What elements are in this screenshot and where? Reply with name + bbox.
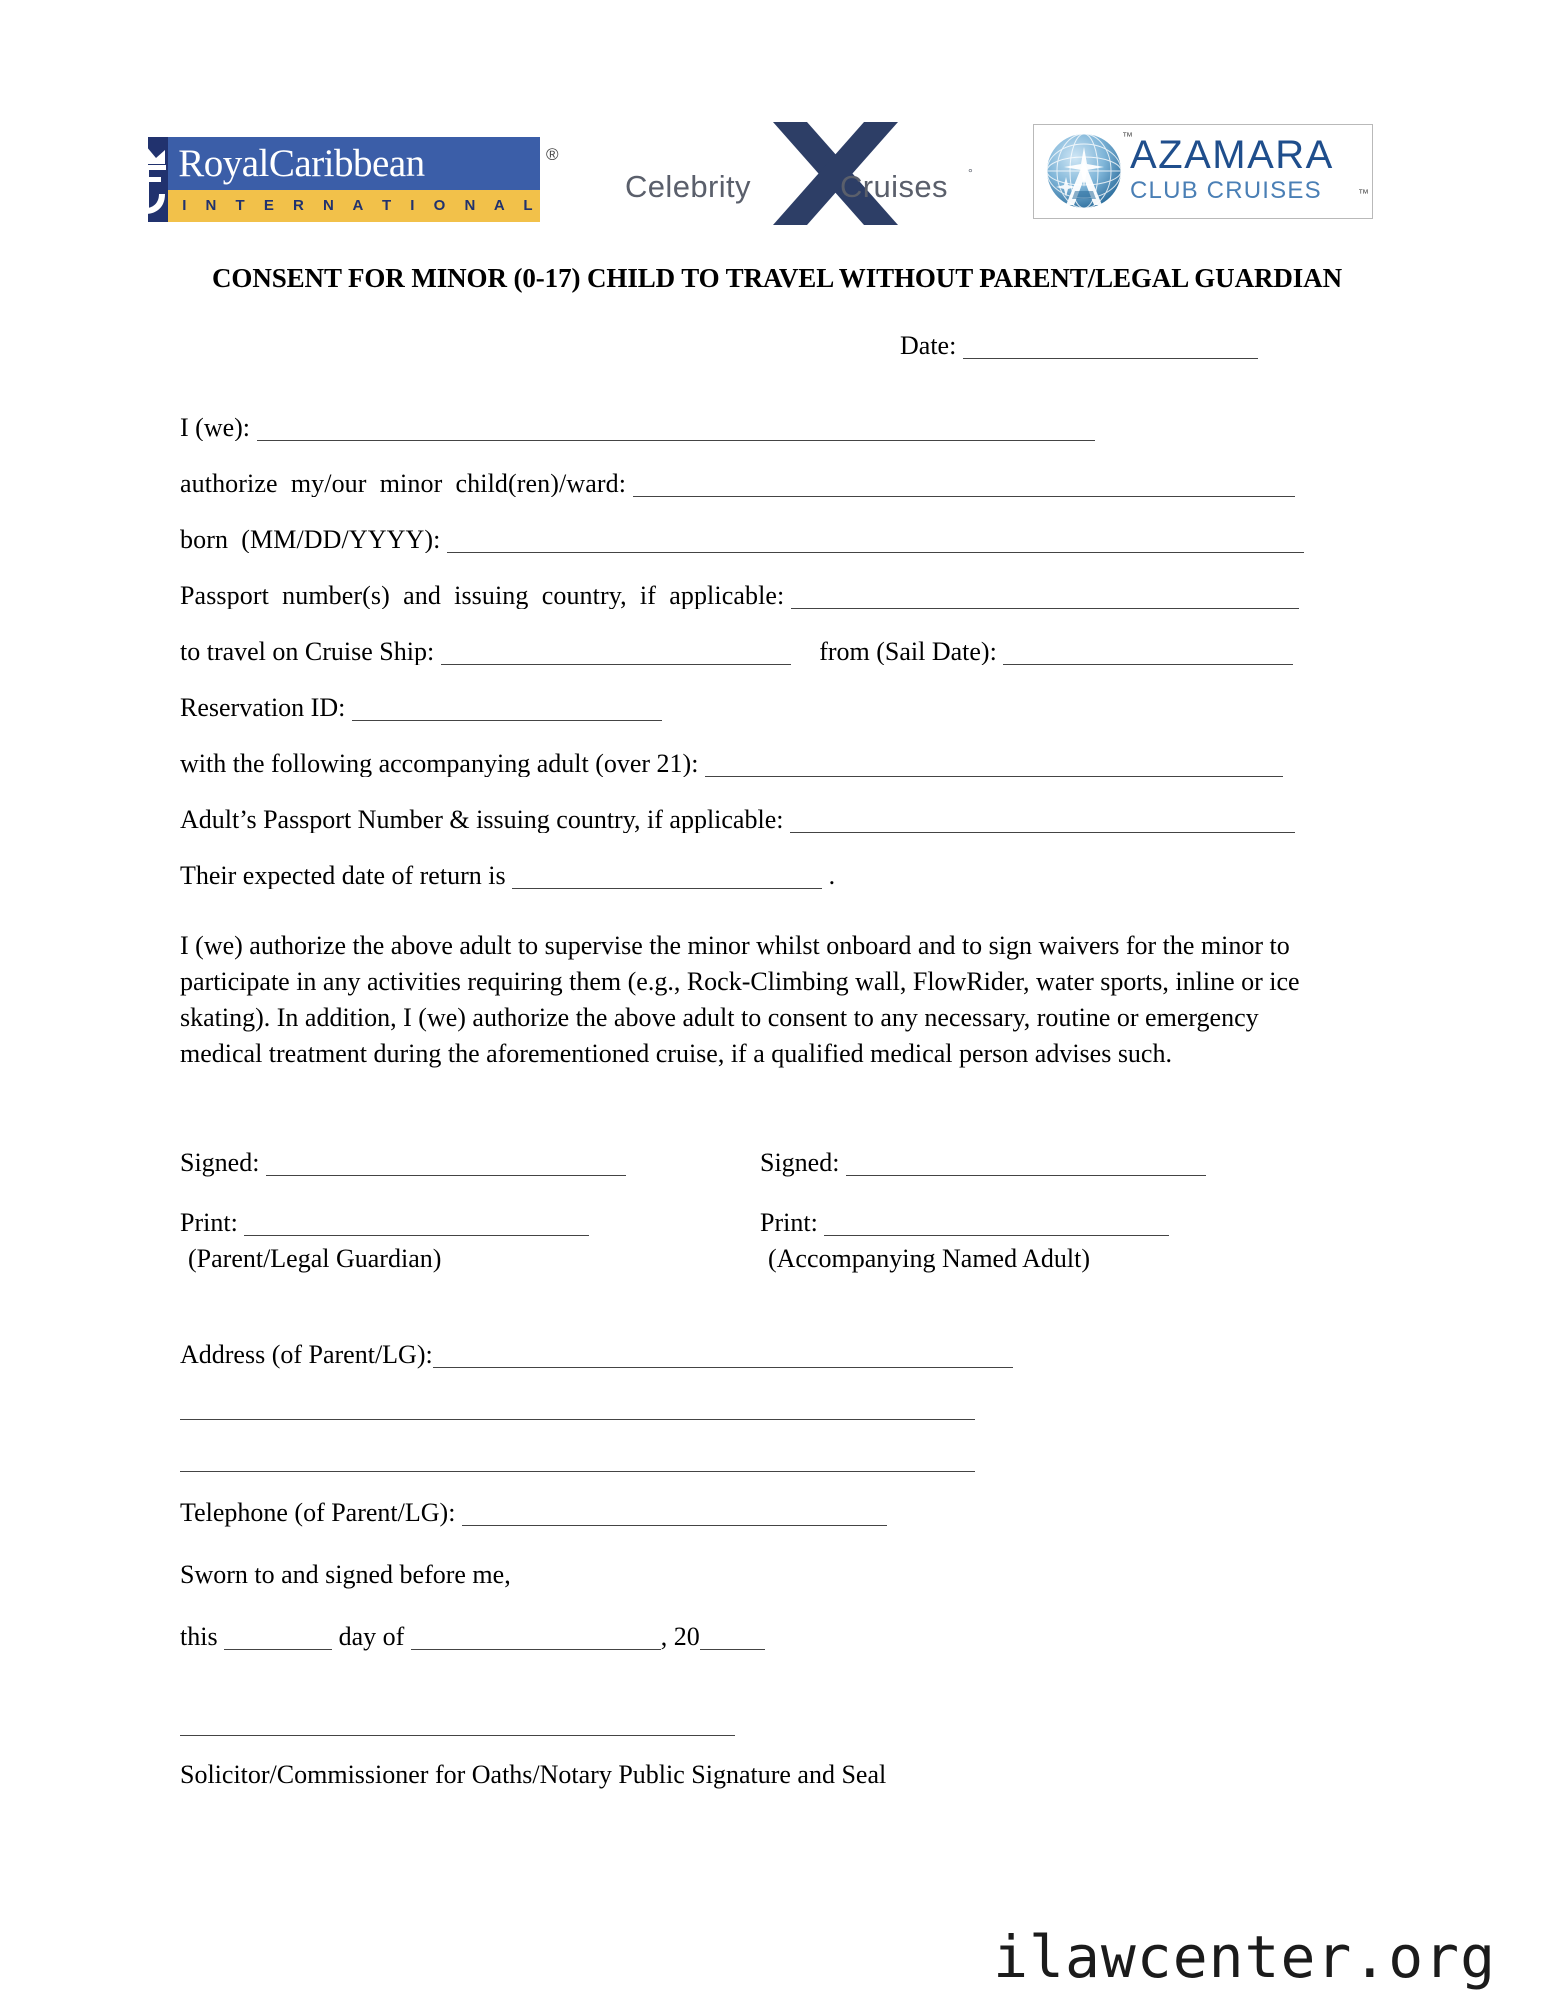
address-input-rule-3[interactable] [180,1471,975,1472]
signature-caption-parent: (Parent/Legal Guardian) [188,1244,442,1273]
notary-signature-input-rule[interactable] [180,1735,735,1736]
signed-row-parent [180,1148,760,1178]
address-row-3 [180,1444,1340,1474]
return-date-label: Their expected date of return is [180,863,506,889]
telephone-row [180,1498,1340,1528]
field-adult-passport [180,807,1335,833]
azamara-club-cruises-logo [1033,124,1373,219]
day-input-rule[interactable] [224,1649,332,1650]
date-row [900,331,1258,361]
year-input-rule[interactable] [700,1649,765,1650]
page-title: CONSENT FOR MINOR (0-17) CHILD TO TRAVEL WITHOUT PARENT/LEGAL GUARDIAN [212,263,1342,293]
signed-label: Signed: [180,1148,260,1177]
celebrity-mark-icon: ° [968,166,973,180]
logo-band [0,112,1554,222]
accompanying-adult-input-rule[interactable] [705,776,1283,777]
authorization-paragraph: I (we) authorize the above adult to supervise the minor whilst onboard and to sign waivers for the minor to participate in any activities requiring them (e.g., Rock-Climbing wall, FlowRider, water sports, inline or ice skating). In addition, I (we) authorize the above adult to consent to any necessary, routine or emergency medical treatment during the aforementioned cruise, if a qualified medical person advises such. [180,931,1300,1068]
celebrity-word: Celebrity [625,169,751,204]
sail-date-input-rule[interactable] [1003,664,1293,665]
year-prefix: , 20 [660,1622,700,1651]
cruises-word: Cruises [840,169,948,204]
return-date-input-rule[interactable] [512,888,822,889]
telephone-input-rule[interactable] [462,1525,887,1526]
cruise-ship-label: to travel on Cruise Ship: [180,639,435,665]
royal-caribbean-logo-box [148,137,540,222]
print-row-adult [760,1208,1340,1238]
royal-caribbean-crest-icon [148,137,168,222]
notary-signature-block [180,1730,1340,1790]
signature-caption-adult: (Accompanying Named Adult) [768,1244,1091,1273]
royal-caribbean-logo [148,137,559,222]
field-born-date [180,527,1335,553]
field-input-rule[interactable] [633,496,1295,497]
azamara-tm-secondary-icon: ™ [1358,188,1369,200]
azamara-subtitle: CLUB CRUISES [1130,177,1322,204]
royal-caribbean-wordmark-area [168,137,540,222]
field-label: born (MM/DD/YYYY): [180,527,441,553]
field-reservation-id [180,695,1335,721]
notary-signature-label: Solicitor/Commissioner for Oaths/Notary Public Signature and Seal [180,1760,887,1789]
crown-anchor-icon [119,144,197,216]
royal-caribbean-brand: RoyalCaribbean [168,137,540,190]
address-input-rule-2[interactable] [180,1419,975,1420]
address-input-rule[interactable] [433,1367,1013,1368]
field-input-rule[interactable] [791,608,1299,609]
print-input-rule[interactable] [824,1235,1169,1236]
print-label: Print: [760,1208,818,1237]
this-prefix: this [180,1622,218,1651]
form-fields [180,415,1335,919]
field-cruise-ship-and-sail-date [180,639,1335,665]
sworn-statement: Sworn to and signed before me, [180,1560,511,1589]
this-day-of-row [180,1622,1340,1652]
field-input-rule[interactable] [257,440,1095,441]
azamara-globe-icon [1044,131,1124,211]
celebrity-cruises-logo [625,122,975,227]
signature-block [180,1148,1340,1274]
return-date-period: . [828,863,836,889]
cruise-ship-input-rule[interactable] [441,664,791,665]
date-input-rule[interactable] [963,358,1258,359]
field-input-rule[interactable] [447,552,1304,553]
royal-caribbean-subtitle: I N T E R N A T I O N A L [168,190,540,222]
signed-label: Signed: [760,1148,840,1177]
field-label: authorize my/our minor child(ren)/ward: [180,471,627,497]
field-accompanying-adult [180,751,1335,777]
reservation-id-input-rule[interactable] [352,720,662,721]
field-return-date [180,863,1335,889]
field-label: I (we): [180,415,251,441]
date-label: Date: [900,331,957,360]
address-row-2 [180,1392,1340,1422]
signed-input-rule[interactable] [846,1175,1206,1176]
signature-column-parent [180,1148,760,1274]
print-input-rule[interactable] [244,1235,589,1236]
field-authorize-minor-child [180,471,1335,497]
day-of-text: day of [338,1622,405,1651]
address-row [180,1340,1340,1370]
site-watermark: ilawcenter.org [993,1923,1496,1991]
reservation-id-label: Reservation ID: [180,695,346,721]
month-input-rule[interactable] [411,1649,661,1650]
telephone-label: Telephone (of Parent/LG): [180,1498,456,1527]
azamara-tm-icon: ™ [1122,131,1133,143]
signature-columns [180,1148,1340,1274]
print-label: Print: [180,1208,238,1237]
signature-column-adult [760,1148,1340,1274]
azamara-brand: AZAMARA [1130,133,1334,177]
print-row-parent [180,1208,760,1238]
adult-passport-input-rule[interactable] [790,832,1295,833]
adult-passport-label: Adult’s Passport Number & issuing country, if applicable: [180,807,784,833]
accompanying-adult-label: with the following accompanying adult (over 21): [180,751,699,777]
notary-block [180,1498,1340,1684]
field-label: Passport number(s) and issuing country, if applicable: [180,583,785,609]
notary-signature-rule-row [180,1730,1340,1760]
azamara-wordmark [1130,133,1334,205]
sail-date-label: from (Sail Date): [819,639,997,665]
signed-row-adult [760,1148,1340,1178]
signed-input-rule[interactable] [266,1175,626,1176]
field-passport-number [180,583,1335,609]
address-label: Address (of Parent/LG): [180,1340,433,1369]
registered-trademark-icon: ® [546,145,559,164]
address-block [180,1340,1340,1496]
field-i-we [180,415,1335,441]
